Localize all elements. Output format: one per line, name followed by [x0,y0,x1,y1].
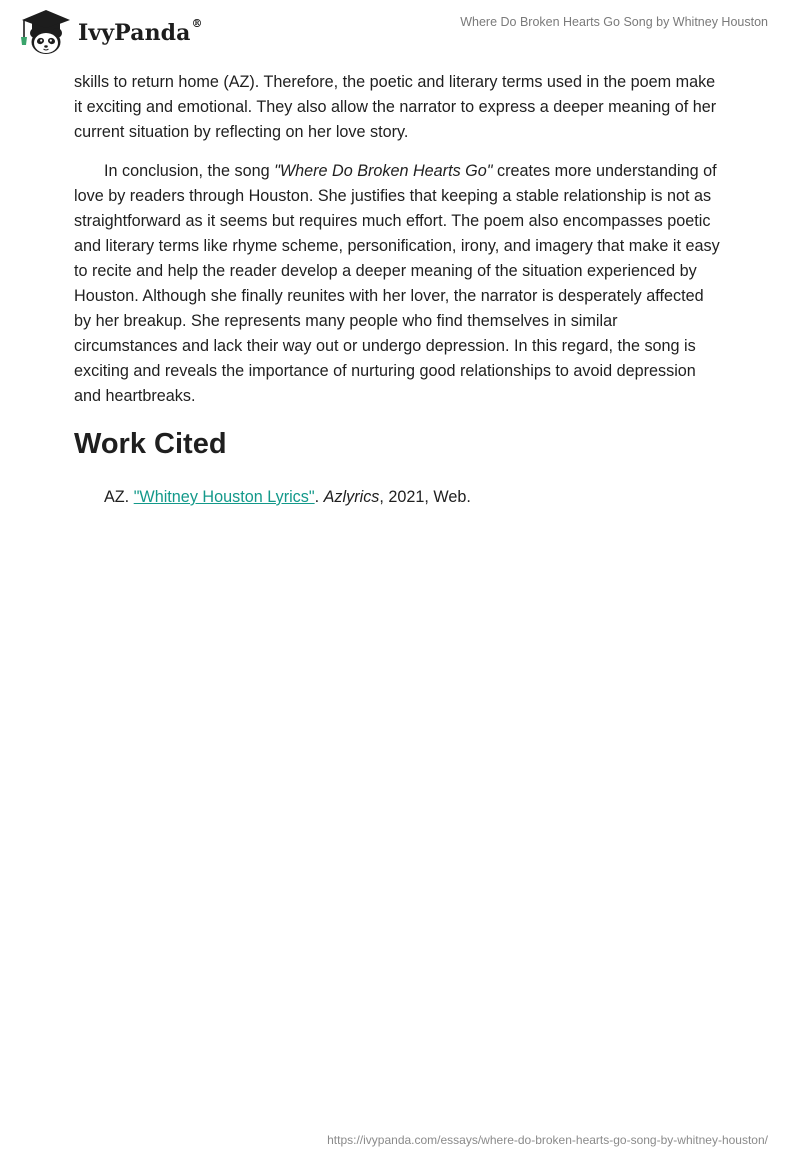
citation-link[interactable]: "Whitney Houston Lyrics" [133,488,315,506]
ivypanda-logo[interactable] [16,8,203,56]
panda-graduate-icon [16,8,76,56]
citation-entry [74,485,724,510]
conclusion-intro: In conclusion, the song [104,162,275,180]
conclusion-paragraph [74,159,724,409]
citation-separator: . [314,488,324,506]
conclusion-text: creates more understanding of love by readers through Houston. She justifies that keeping a stable relationship is not as straightforward as it seems but requires much effort. The poem also encompasses poetic and literary terms like rhyme scheme, personification, irony, and imagery that make it easy to recite and help the reader develop a deeper meaning of the situation experienced by Houston. Although she finally reunites with her lover, the narrator is desperately affected by her breakup. She represents many people who find themselves in similar circumstances and lack their way out or undergo depression. In this regard, the song is exciting and reveals the importance of nurturing good relationships to avoid depression and heartbreaks. [74,162,720,405]
citation-publisher: Azlyrics [323,488,380,506]
citation-details: , 2021, Web. [379,488,471,506]
song-title: "Where Do Broken Hearts Go" [274,162,493,180]
body-paragraph: skills to return home (AZ). Therefore, the poetic and literary terms used in the poem make it exciting and emotional. They also allow the narrator to express a deeper meaning of her current situation by reflecting on her love story. [74,73,717,141]
page-header [0,0,800,64]
registered-mark: ® [191,17,203,30]
document-title: Where Do Broken Hearts Go Song by Whitney Houston [460,15,768,29]
citation-author: AZ. [104,488,134,506]
essay-content [74,70,724,510]
works-cited-heading: Work Cited [74,428,227,460]
footer-url[interactable]: https://ivypanda.com/essays/where-do-broken-hearts-go-song-by-whitney-houston/ [327,1133,768,1147]
brand-name: IvyPanda® [78,17,203,46]
